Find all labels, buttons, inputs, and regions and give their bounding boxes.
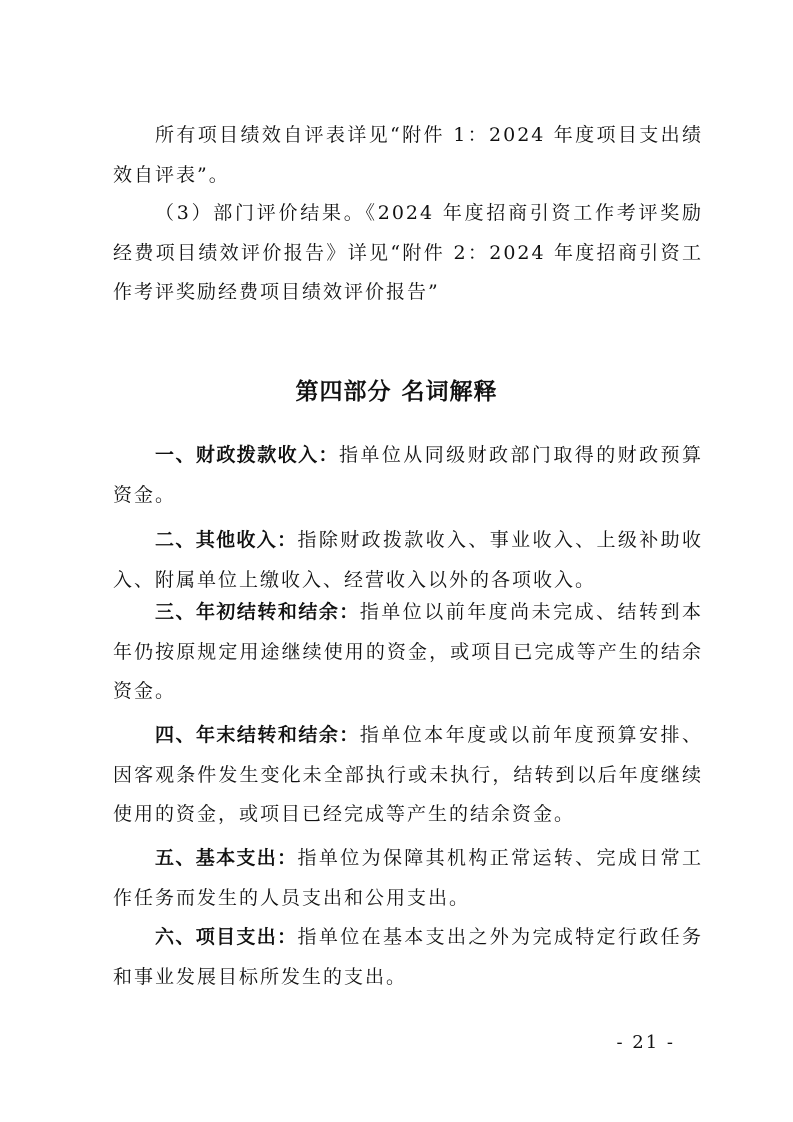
intro-paragraph-evaluation-result: （3）部门评价结果。《2024 年度招商引资工作考评奖励经费项目绩效评价报告》详见“附件 2：2024 年度招商引资工作考评奖励经费项目绩效评价报告” xyxy=(113,202,703,303)
definition-text: 指单位本年度或以前年度预算安排、因客观条件发生变化未全部执行或未执行，结转到以后年度继续使用的资金，或项目已经完成等产生的结余资金。 xyxy=(113,724,703,825)
definition-term: 五、基本支出： xyxy=(155,847,298,869)
definition-text: 指单位以前年度尚未完成、结转到本年仍按原规定用途继续使用的资金，或项目已完成等产生的结余资金。 xyxy=(113,601,703,702)
intro-paragraph-attachment-1: 所有项目绩效自评表详见“附件 1：2024 年度项目支出绩效自评表”。 xyxy=(113,124,703,186)
definition-text: 指单位在基本支出之外为完成特定行政任务和事业发展目标所发生的支出。 xyxy=(113,926,703,988)
section-part-label: 第四部分 xyxy=(295,379,392,405)
section-heading xyxy=(0,373,793,406)
definition-text: 指单位为保障其机构正常运转、完成日常工作任务而发生的人员支出和公用支出。 xyxy=(113,847,703,909)
definition-term: 一、财政拨款收入： xyxy=(155,444,339,466)
definition-text: 指单位从同级财政部门取得的财政预算资金。 xyxy=(113,444,703,506)
page-number: - 21 - xyxy=(616,1032,675,1053)
definition-term: 三、年初结转和结余： xyxy=(155,601,360,623)
definition-item xyxy=(113,716,703,835)
definition-term: 二、其他收入： xyxy=(155,529,298,551)
definition-text: 指除财政拨款收入、事业收入、上级补助收入、附属单位上缴收入、经营收入以外的各项收入。 xyxy=(113,529,703,591)
definition-term: 六、项目支出： xyxy=(155,926,298,948)
section-title: 名词解释 xyxy=(401,379,498,405)
definition-item xyxy=(113,593,703,712)
definition-item xyxy=(113,436,703,515)
definition-item xyxy=(113,521,703,600)
definition-term: 四、年末结转和结余： xyxy=(155,724,360,746)
definition-item xyxy=(113,839,703,918)
definition-item xyxy=(113,918,703,997)
